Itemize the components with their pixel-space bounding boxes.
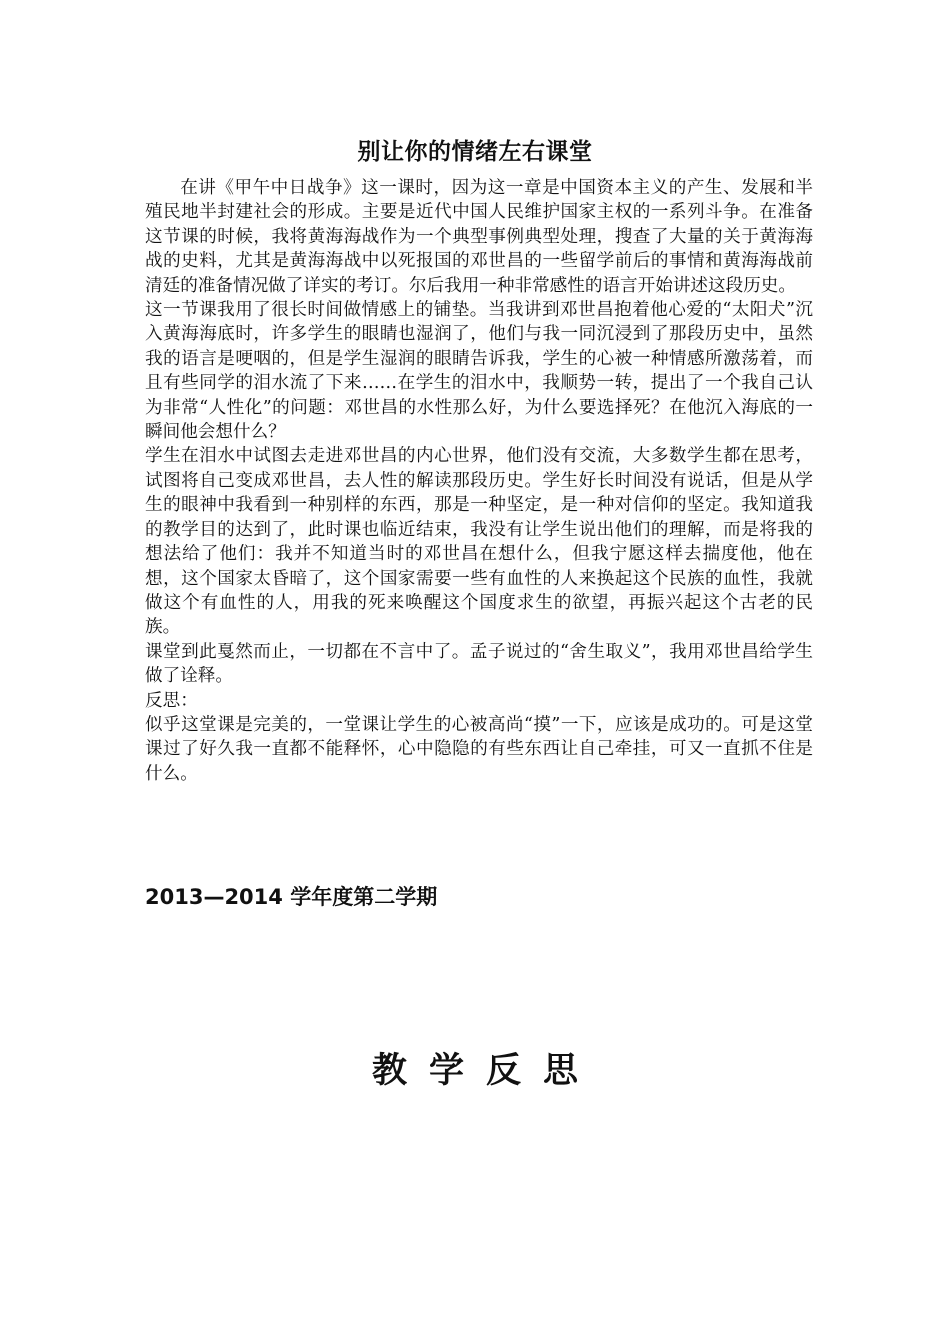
term-label: 2013—2014 学年度第二学期 (145, 885, 438, 909)
paragraph-emotion: 这一节课我用了很长时间做情感上的铺垫。当我讲到邓世昌抱着他心爱的“太阳犬”沉入黄海海底时，许多学生的眼睛也湿润了，他们与我一同沉浸到了那段历史中，虽然我的语言是哽咽的，但是学生湿润的眼睛告诉我，学生的心被一种情感所激荡着，而且有些同学的泪水流了下来……在学生的泪水中，我顺势一转，提出了一个我自己认为非常“人性化”的问题：邓世昌的水性那么好，为什么要选择死？在他沉入海底的一瞬间他会想什么？ (145, 300, 813, 443)
paragraph-students: 学生在泪水中试图去走进邓世昌的内心世界，他们没有交流，大多数学生都在思考，试图将自己变成邓世昌，去人性的解读那段历史。学生好长时间没有说话，但是从学生的眼神中我看到一种别样的东西，那是一种坚定，是一种对信仰的坚定。我知道我的教学目的达到了，此时课也临近结束，我没有让学生说出他们的理解，而是将我的想法给了他们：我并不知道当时的邓世昌在想什么，但我宁愿这样去揣度他，他在想，这个国家太昏暗了，这个国家需要一些有血性的人来换起这个民族的血性，我就做这个有血性的人，用我的死来唤醒这个国度求生的欲望，再振兴起这个古老的民族。 (145, 446, 813, 638)
paragraph-intro: 在讲《甲午中日战争》这一课时，因为这一章是中国资本主义的产生、发展和半殖民地半封建社会的形成。主要是近代中国人民维护国家主权的一系列斗争。在准备这节课的时候，我将黄海海战作为一个典型事例典型处理，搜查了大量的关于黄海海战的史料，尤其是黄海海战中以死报国的邓世昌的一些留学前后的事情和黄海海战前清廷的准备情况做了详实的考订。尔后我用一种非常感性的语言开始讲述这段历史。 (145, 178, 813, 296)
article-title: 别让你的情绪左右课堂 (357, 139, 593, 165)
article-body (145, 176, 813, 786)
reflection-heading: 反思： (145, 690, 198, 711)
paragraph-conclusion: 课堂到此戛然而止，一切都在不言中了。孟子说过的“舍生取义”，我用邓世昌给学生做了诠释。 (145, 641, 813, 687)
paragraph-reflection: 似乎这堂课是完美的，一堂课让学生的心被高尚“摸”一下，应该是成功的。可是这堂课过了好久我一直都不能释怀，心中隐隐的有些东西让自己牵挂，可又一直抓不住是什么。 (145, 714, 813, 784)
cover-title: 教学反思 (371, 1050, 600, 1091)
